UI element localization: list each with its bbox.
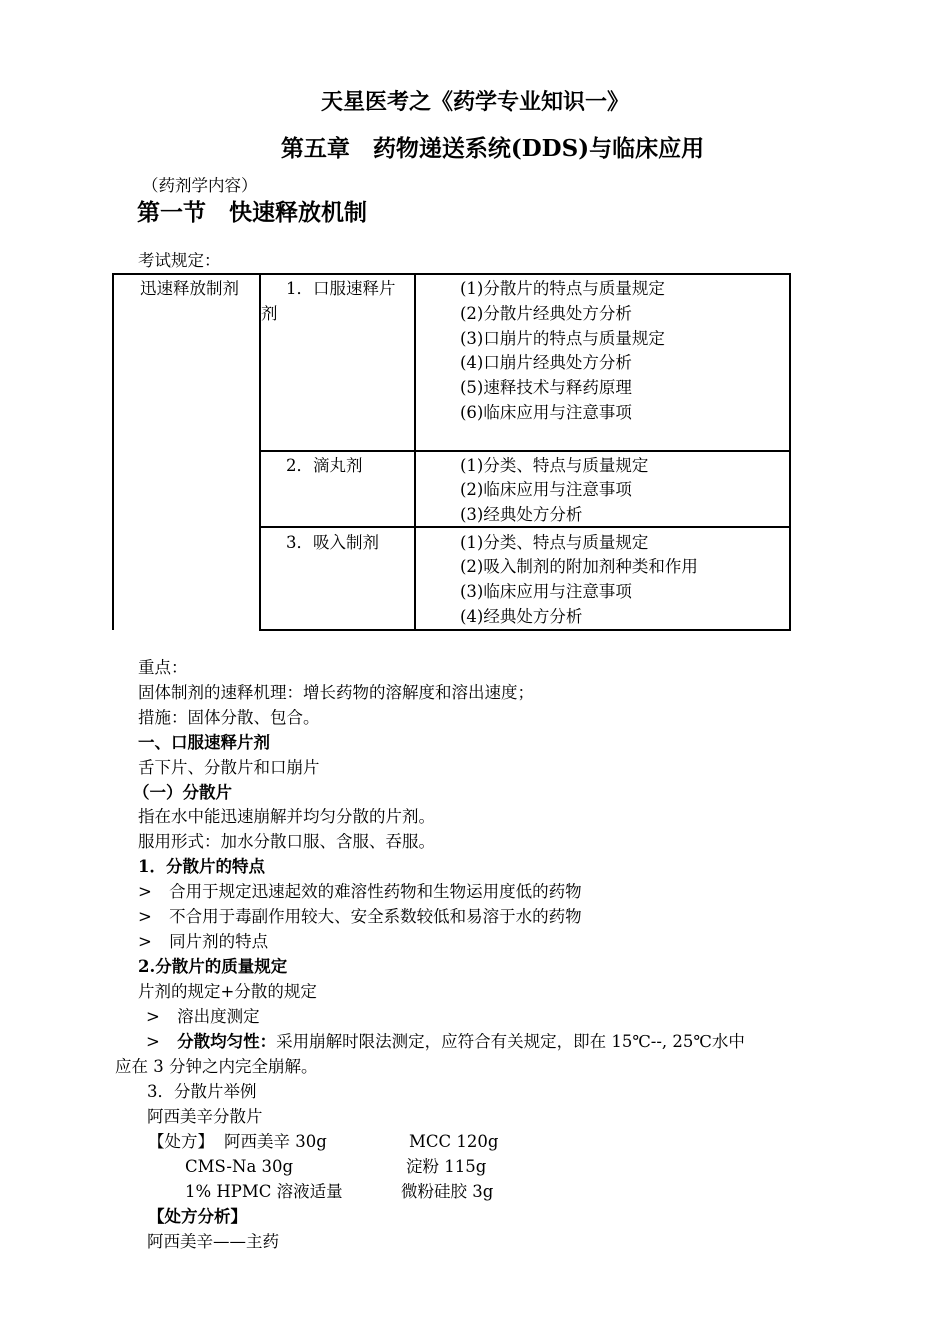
example-name: 阿西美辛分散片: [147, 1107, 263, 1126]
table-item: (1)分类、特点与质量规定: [460, 533, 649, 552]
table-border: [112, 273, 791, 275]
bullet-arrow-icon: >: [138, 882, 152, 901]
feature-text: 不合用于毒副作用较大、安全系数较低和易溶于水的药物: [169, 907, 582, 926]
rx-item: 1% HPMC 溶液适量: [185, 1182, 343, 1201]
bullet-arrow-icon: >: [138, 907, 152, 926]
list-item: [138, 931, 268, 953]
table-border: [414, 273, 416, 631]
rx-item: CMS-Na 30g: [185, 1157, 294, 1176]
table-border: [259, 450, 791, 452]
section-title: 第一节 快速释放机制: [137, 200, 367, 226]
bullet-arrow-icon: >: [146, 1007, 160, 1026]
list-item: [146, 1006, 260, 1028]
heading-features: 1．分散片的特点: [138, 857, 265, 876]
quality-item-text: 采用崩解时限法测定，应符合有关规定，即在 15℃--, 25℃水中: [276, 1032, 745, 1051]
tablet-types: 舌下片、分散片和口崩片: [138, 758, 320, 777]
table-item: (1)分散片的特点与质量规定: [460, 279, 665, 298]
document-title: 天星医考之《药学专业知识一》: [320, 89, 629, 115]
table-item: (3)临床应用与注意事项: [460, 582, 632, 601]
rx-item: 淀粉 115g: [406, 1157, 487, 1176]
table-item: (2)吸入制剂的附加剂种类和作用: [460, 557, 698, 576]
table-item: (2)临床应用与注意事项: [460, 480, 632, 499]
key-label: 重点：: [138, 658, 188, 677]
table-item: (4)经典处方分析: [460, 607, 583, 626]
definition-text: 指在水中能迅速崩解并均匀分散的片剂。: [138, 807, 435, 826]
table-border: [789, 273, 791, 631]
list-item: [146, 1031, 745, 1053]
bullet-arrow-icon: >: [146, 1032, 160, 1051]
usage-text: 服用形式：加水分散口服、含服、吞服。: [138, 832, 435, 851]
quality-item: 溶出度测定: [177, 1007, 260, 1026]
rx-item: 阿西美辛 30g: [224, 1132, 327, 1151]
table-item: (3)经典处方分析: [460, 505, 583, 524]
table-group-name: 2．滴丸剂: [286, 456, 363, 475]
table-group-name: 3．吸入制剂: [286, 533, 379, 552]
table-item: (3)口崩片的特点与质量规定: [460, 329, 665, 348]
chapter-title: 第五章 药物递送系统(DDS)与临床应用: [280, 135, 705, 162]
rx-label: 【处方】: [148, 1132, 214, 1151]
rx-item: 微粉硅胶 3g: [401, 1182, 494, 1201]
list-item: [138, 881, 582, 903]
feature-text: 同片剂的特点: [169, 932, 269, 951]
heading-oral-tablets: 一、口服速释片剂: [138, 733, 270, 752]
table-item: (6)临床应用与注意事项: [460, 403, 632, 422]
quality-item-label: 分散均匀性：: [177, 1032, 277, 1051]
feature-text: 合用于规定迅速起效的难溶性药物和生物运用度低的药物: [169, 882, 582, 901]
measures-text: 措施：固体分散、包合。: [138, 708, 320, 727]
table-item: (5)速释技术与释药原理: [460, 378, 632, 397]
example-heading: 3．分散片举例: [147, 1082, 257, 1101]
table-item: (2)分散片经典处方分析: [460, 304, 632, 323]
exam-label: 考试规定：: [138, 251, 221, 270]
subtitle: （药剂学内容）: [142, 176, 258, 195]
list-item: [138, 906, 582, 928]
quality-item-continuation: 应在 3 分钟之内完全崩解。: [115, 1057, 318, 1076]
bullet-arrow-icon: >: [138, 932, 152, 951]
heading-dispersible: （一）分散片: [133, 783, 232, 802]
heading-quality: 2.分散片的质量规定: [138, 957, 288, 976]
analysis-text: 阿西美辛——主药: [147, 1232, 279, 1251]
table-group-name: 1．口服速释片: [286, 279, 396, 298]
analysis-label: 【处方分析】: [148, 1207, 247, 1226]
table-category: 迅速释放制剂: [140, 279, 239, 298]
table-border: [112, 273, 114, 630]
table-item: (4)口崩片经典处方分析: [460, 353, 632, 372]
rx-item: MCC 120g: [409, 1132, 499, 1151]
mechanism-text: 固体制剂的速释机理：增长药物的溶解度和溶出速度；: [138, 683, 534, 702]
table-item: (1)分类、特点与质量规定: [460, 456, 649, 475]
table-group-name: 剂: [261, 304, 278, 323]
quality-intro: 片剂的规定+分散的规定: [138, 982, 317, 1001]
